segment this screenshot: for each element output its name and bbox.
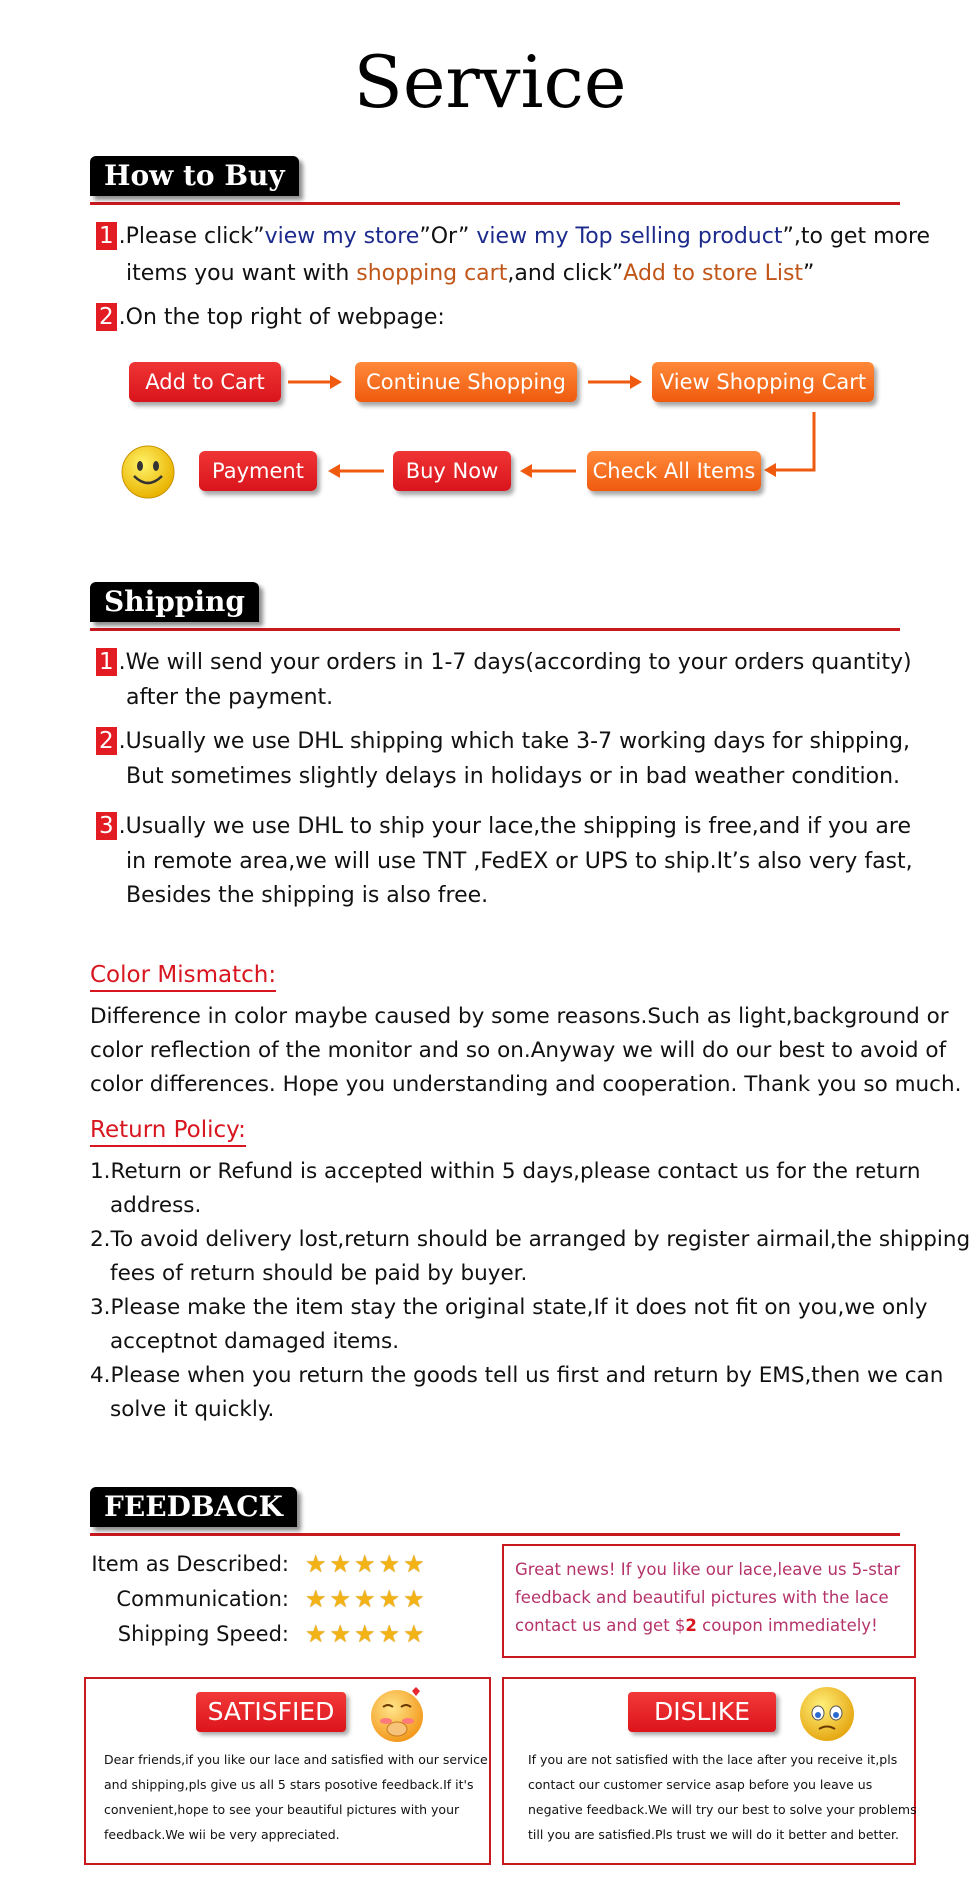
dislike-box (502, 1677, 916, 1865)
check-all-items-button[interactable]: Check All Items (587, 451, 761, 491)
return-policy-line: 1.Return or Refund is accepted within 5 days,please contact us for the return (90, 1159, 921, 1184)
satisfied-box (84, 1677, 491, 1865)
great-news-line-c: coupon immediately! (696, 1616, 878, 1635)
payment-button[interactable]: Payment (199, 451, 317, 491)
arrow-right-icon (286, 372, 344, 392)
color-mismatch-line: color reflection of the monitor and so on.Anyway we will do our best to avoid of (90, 1038, 947, 1063)
step-number: 2 (96, 303, 117, 331)
dislike-tag: DISLIKE (628, 1692, 776, 1732)
dislike-line: contact our customer service asap before you leave us (528, 1777, 873, 1792)
great-news-line: Great news! If you like our lace,leave us 5-star (515, 1560, 901, 1579)
shipping-item-3-line-1: .Usually we use DHL to ship your lace,the shipping is free,and if you are (118, 814, 912, 839)
step1-text-j: ” (803, 261, 815, 286)
return-policy-line: 2.To avoid delivery lost,return should be arranged by register airmail,the shipping (90, 1227, 971, 1252)
add-to-cart-button[interactable]: Add to Cart (129, 362, 281, 402)
great-news-line-a: contact us and get $ (515, 1616, 686, 1635)
add-to-store-list-link[interactable]: Add to store List (623, 261, 804, 286)
return-policy-line: acceptnot damaged items. (110, 1329, 400, 1354)
top-selling-link[interactable]: view my Top selling product (476, 224, 783, 249)
how-to-buy-step-2 (96, 303, 445, 331)
great-news-box (502, 1544, 916, 1658)
great-news-text (515, 1556, 900, 1640)
satisfied-tag: SATISFIED (196, 1692, 346, 1732)
return-policy-text (90, 1155, 970, 1427)
shipping-item-3-line-3: Besides the shipping is also free. (126, 883, 489, 908)
shipping-item-2-line-2: But sometimes slightly delays in holidays or in bad weather condition. (126, 764, 901, 789)
satisfied-text (104, 1747, 488, 1847)
color-mismatch-text (90, 1000, 961, 1102)
satisfied-line: convenient,hope to see your beautiful pictures with your (104, 1802, 460, 1817)
step1-text-c: ”Or” (419, 224, 477, 249)
continue-shopping-button[interactable]: Continue Shopping (355, 362, 577, 402)
shipping-item-2 (96, 727, 910, 755)
great-news-line (515, 1612, 900, 1640)
shipping-header (90, 582, 900, 631)
shipping-item-3-line-2: in remote area,we will use TNT ,FedEX or UPS to ship.It’s also very fast, (126, 849, 913, 874)
step2-text: .On the top right of webpage: (118, 305, 445, 330)
view-shopping-cart-button[interactable]: View Shopping Cart (652, 362, 874, 402)
how-to-buy-step-1 (96, 222, 930, 250)
great-news-line: feedback and beautiful pictures with the lace (515, 1588, 889, 1607)
shipping-item-1-line-1: .We will send your orders in 1-7 days(according to your orders quantity) (118, 650, 912, 675)
return-policy-line: solve it quickly. (110, 1397, 275, 1422)
buy-now-button[interactable]: Buy Now (393, 451, 511, 491)
dislike-line: till you are satisfied.Pls trust we will do it better and better. (528, 1827, 900, 1842)
dislike-line: negative feedback.We will try our best to solve your problems (528, 1802, 917, 1817)
color-mismatch-line: color differences. Hope you understanding and cooperation. Thank you so much. (90, 1072, 962, 1097)
shipping-item-1 (96, 648, 912, 676)
star-rating-icon: ★★★★★ (305, 1585, 428, 1613)
step-number: 1 (96, 648, 117, 676)
shopping-cart-link[interactable]: shopping cart (356, 261, 508, 286)
smiley-icon (120, 444, 176, 500)
return-policy-line: 3.Please make the item stay the original state,If it does not fit on you,we only (90, 1295, 928, 1320)
star-rating-icon: ★★★★★ (305, 1620, 428, 1648)
return-policy-heading: Return Policy: (90, 1117, 246, 1147)
coupon-amount: 2 (685, 1616, 697, 1635)
rating-label-item: Item as Described: (91, 1552, 289, 1576)
view-my-store-link[interactable]: view my store (264, 224, 420, 249)
step1-text-h: ,and click” (507, 261, 624, 286)
feedback-header (90, 1487, 900, 1536)
color-mismatch-line: Difference in color maybe caused by some reasons.Such as light,background or (90, 1004, 949, 1029)
feedback-heading: FEEDBACK (90, 1487, 297, 1527)
rating-label-shipping-speed: Shipping Speed: (117, 1622, 289, 1646)
arrow-left-icon (518, 461, 578, 481)
return-policy-line: 4.Please when you return the goods tell us first and return by EMS,then we can (90, 1363, 944, 1388)
arrow-left-icon (326, 461, 386, 481)
satisfied-line: feedback.We wii be very appreciated. (104, 1827, 340, 1842)
step1-text-a: .Please click” (118, 224, 265, 249)
return-policy-line: address. (110, 1193, 202, 1218)
shipping-item-2-line-1: .Usually we use DHL shipping which take 3-7 working days for shipping, (118, 729, 910, 754)
how-to-buy-heading: How to Buy (90, 156, 299, 196)
how-to-buy-header (90, 156, 900, 205)
blushing-face-icon (366, 1683, 428, 1745)
shipping-heading: Shipping (90, 582, 259, 622)
satisfied-line: Dear friends,if you like our lace and satisfied with our service (104, 1752, 488, 1767)
step1-text-f: items you want with (126, 261, 357, 286)
shipping-item-3 (96, 812, 911, 840)
star-rating-icon: ★★★★★ (305, 1550, 428, 1578)
how-to-buy-step-1-cont (126, 261, 814, 286)
sad-face-icon (796, 1683, 858, 1745)
color-mismatch-heading: Color Mismatch: (90, 962, 276, 992)
satisfied-line: and shipping,pls give us all 5 stars posotive feedback.If it's (104, 1777, 474, 1792)
step-number: 2 (96, 727, 117, 755)
step1-text-e: ”,to get more (782, 224, 931, 249)
page-title: Service (353, 40, 627, 124)
arrow-right-icon (586, 372, 644, 392)
rating-label-communication: Communication: (116, 1587, 289, 1611)
dislike-line: If you are not satisfied with the lace after you receive it,pls (528, 1752, 898, 1767)
step-number: 1 (96, 222, 117, 250)
dislike-text (528, 1747, 917, 1847)
return-policy-line: fees of return should be paid by buyer. (110, 1261, 528, 1286)
step-number: 3 (96, 812, 117, 840)
shipping-item-1-line-2: after the payment. (126, 685, 334, 710)
arrow-turn-icon (760, 410, 820, 480)
